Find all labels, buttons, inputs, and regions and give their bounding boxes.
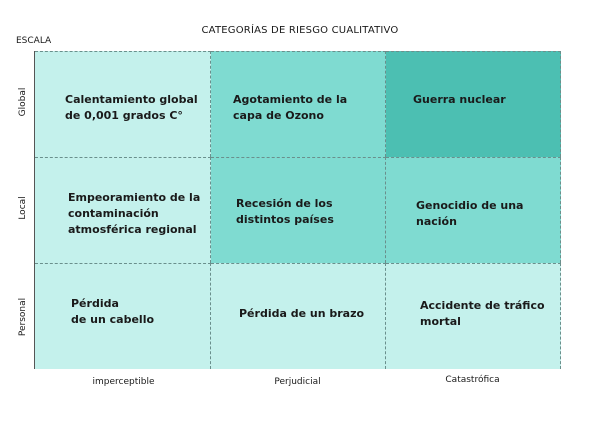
cell-text: Guerra nuclear [413, 93, 506, 106]
cell-text: Empeoramiento de la contaminación atmosférica regional [68, 191, 201, 236]
cell-text: Genocidio de una nación [416, 199, 524, 228]
column-label-catastrofica: Catastrófica [445, 375, 500, 385]
cell-text: Accidente de tráfico mortal [420, 299, 545, 328]
column-label-imperceptible: imperceptible [92, 377, 155, 387]
row-label-personal: Personal [18, 297, 28, 337]
matrix-cell [211, 157, 386, 263]
matrix-cell [35, 51, 211, 157]
row-label-global: Global [18, 87, 28, 117]
matrix-cell [211, 263, 386, 369]
matrix-cell [211, 51, 386, 157]
cell-text: Agotamiento de la capa de Ozono [233, 93, 348, 122]
matrix-cell [35, 263, 211, 369]
matrix-cell [386, 263, 561, 369]
risk-matrix [34, 51, 560, 369]
scale-label: ESCALA [16, 36, 52, 46]
diagram-title: CATEGORÍAS DE RIESGO CUALITATIVO [201, 25, 399, 36]
cell-text: Calentamiento global de 0,001 grados C° [65, 93, 198, 122]
row-label-local: Local [18, 196, 28, 220]
column-label-perjudicial: Perjudicial [274, 377, 321, 387]
matrix-cell [386, 51, 561, 157]
cell-text: Recesión de los distintos países [236, 197, 334, 226]
cell-text: Pérdida de un cabello [71, 297, 155, 326]
matrix-cell [386, 157, 561, 263]
cell-text: Pérdida de un brazo [239, 307, 365, 320]
matrix-cell [35, 157, 211, 263]
